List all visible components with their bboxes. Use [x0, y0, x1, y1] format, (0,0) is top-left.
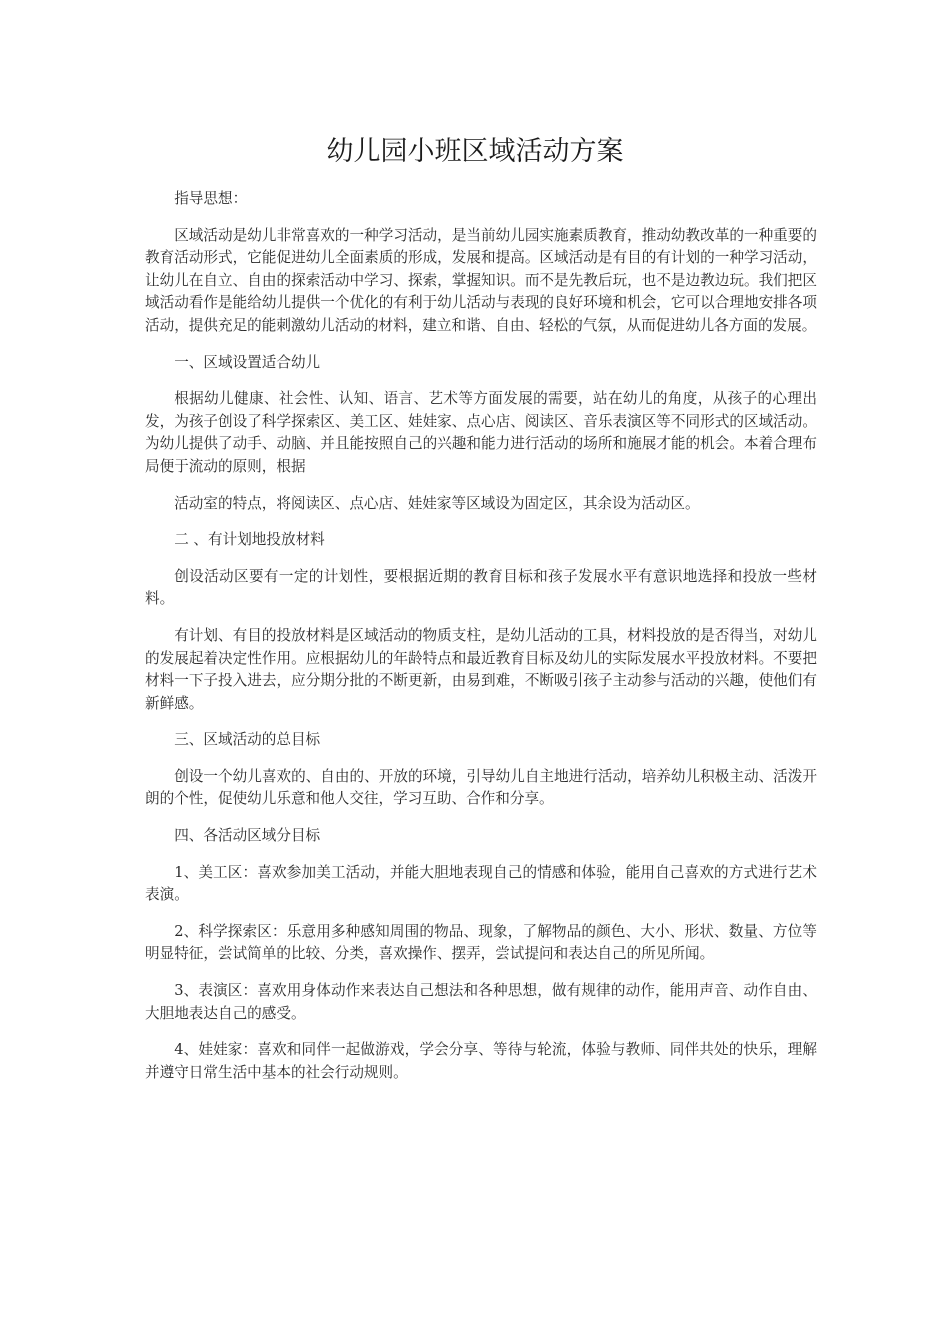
- paragraph-materials-detail: 有计划、有目的投放材料是区域活动的物质支柱，是幼儿活动的工具，材料投放的是否得当，对幼儿的发展起着决定性作用。应根据幼儿的年龄特点和最近教育目标及幼儿的实际发展水平投放材料。不要把材料一下子投入进去，应分期分批的不断更新，由易到难，不断吸引孩子主动参与活动的兴趣，使他们有新鲜感。: [145, 626, 817, 712]
- list-item-art-area: 1、美工区：喜欢参加美工活动，并能大胆地表现自己的情感和体验，能用自己喜欢的方式进行艺术表演。: [145, 863, 817, 904]
- section-heading-3: 三、区域活动的总目标: [174, 731, 321, 749]
- section-heading-4: 四、各活动区域分目标: [174, 827, 321, 845]
- document-body: [145, 188, 817, 1098]
- section-heading-1: 一、区域设置适合幼儿: [174, 353, 321, 371]
- list-item-performance-area: 3、表演区：喜欢用身体动作来表达自己想法和各种思想，做有规律的动作，能用声音、动作自由、大胆地表达自己的感受。: [145, 982, 817, 1022]
- paragraph-materials-plan: 创设活动区要有一定的计划性，要根据近期的教育目标和孩子发展水平有意识地选择和投放一些材料。: [145, 567, 817, 608]
- paragraph-overall-goal: 创设一个幼儿喜欢的、自由的、开放的环境，引导幼儿自主地进行活动，培养幼儿积极主动、活泼开朗的个性，促使幼儿乐意和他人交往，学习互助、合作和分享。: [145, 767, 817, 808]
- paragraph-guiding-thought-heading: 指导思想：: [174, 190, 248, 207]
- document-title: 幼儿园小班区域活动方案: [326, 136, 624, 167]
- list-item-doll-house: 4、娃娃家：喜欢和同伴一起做游戏，学会分享、等待与轮流，体验与教师、同伴共处的快乐，理解并遵守日常生活中基本的社会行动规则。: [145, 1041, 817, 1081]
- paragraph-guiding-thought: 区域活动是幼儿非常喜欢的一种学习活动，是当前幼儿园实施素质教育，推动幼教改革的一种重要的教育活动形式，它能促进幼儿全面素质的形成，发展和提高。区域活动是有目的有计划的一种学习活动，让幼儿在自立、自由的探索活动中学习、探索，掌握知识。而不是先教后玩，也不是边教边玩。我们把区域活动看作是能给幼儿提供一个优化的有利于幼儿活动与表现的良好环境和机会，它可以合理地安排各项活动，提供充足的能刺激幼儿活动的材料，建立和谐、自由、轻松的气氛，从而促进幼儿各方面的发展。: [145, 226, 817, 334]
- paragraph-area-setup-continued: 活动室的特点，将阅读区、点心店、娃娃家等区域设为固定区，其余设为活动区。: [174, 494, 700, 512]
- list-item-science-area: 2、科学探索区：乐意用多种感知周围的物品、现象，了解物品的颜色、大小、形状、数量、方位等明显特征，尝试简单的比较、分类，喜欢操作、摆弄，尝试提问和表达自己的所见所闻。: [145, 922, 817, 963]
- section-heading-2: 二 、有计划地投放材料: [174, 531, 325, 549]
- paragraph-area-setup: 根据幼儿健康、社会性、认知、语言、艺术等方面发展的需要，站在幼儿的角度，从孩子的心理出发，为孩子创设了科学探索区、美工区、娃娃家、点心店、阅读区、音乐表演区等不同形式的区域活动。为幼儿提供了动手、动脑、并且能按照自己的兴趣和能力进行活动的场所和施展才能的机会。本着合理布局便于流动的原则，根据: [145, 390, 817, 475]
